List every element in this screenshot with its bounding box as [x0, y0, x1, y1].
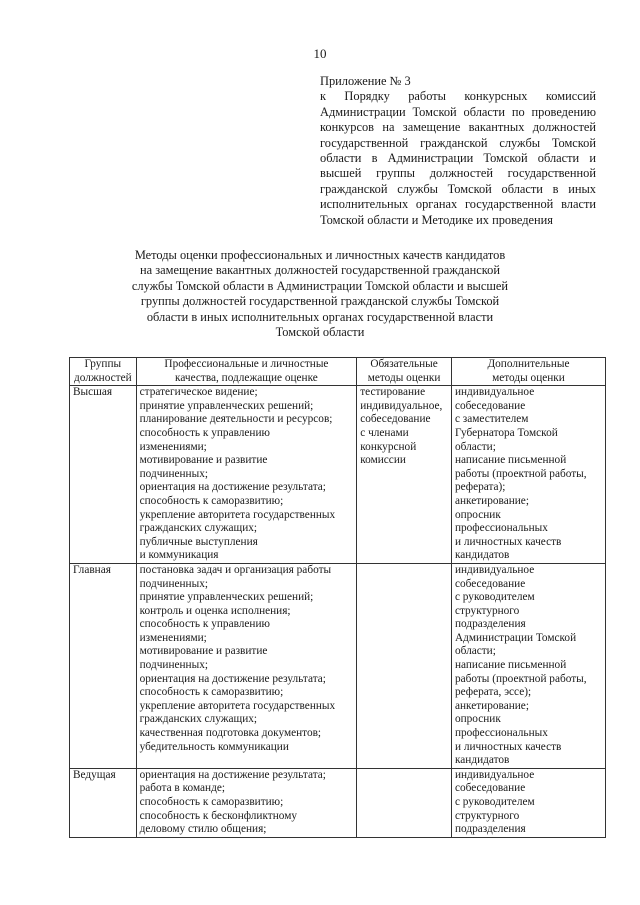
additional-method-line: с руководителем: [454, 796, 535, 808]
quality-line: способность к бесконфликтному: [139, 809, 298, 822]
document-title-line: группы должностей государственной гражданской службы Томской: [140, 294, 500, 309]
methods-table: [69, 357, 606, 838]
additional-method-line: Администрации Томской: [454, 631, 577, 644]
qualities-cell: [136, 768, 357, 837]
quality-line: стратегическое видение;: [139, 386, 258, 399]
additional-method-line: написание письменной: [454, 659, 567, 672]
quality-line: подчиненных;: [139, 467, 208, 480]
mandatory-methods-cell: [357, 768, 452, 837]
quality-line: подчиненных;: [139, 577, 208, 590]
quality-line: планирование деятельности и ресурсов;: [139, 413, 333, 426]
quality-line: способность к саморазвитию;: [139, 494, 284, 507]
mandatory-method-line: с членами: [360, 426, 409, 439]
additional-method-line: кандидатов: [454, 549, 510, 562]
mandatory-method-line: собеседование: [360, 413, 431, 426]
additional-method-line: структурного: [454, 809, 520, 822]
quality-line: ориентация на достижение результата;: [139, 768, 326, 781]
additional-method-line: реферата, эссе);: [454, 686, 532, 699]
table-row: [70, 563, 606, 768]
quality-line: ориентация на достижение результата;: [139, 672, 326, 685]
mandatory-method-line: индивидуальное,: [360, 399, 443, 412]
quality-line: контроль и оценка исполнения;: [139, 604, 291, 617]
additional-method-line: написание письменной: [454, 454, 567, 467]
additional-method-line: области;: [454, 440, 496, 453]
table-row: [70, 768, 606, 837]
appendix-header: [320, 74, 596, 228]
column-header: [451, 358, 605, 386]
column-header: [357, 358, 452, 386]
additional-method-line: собеседование: [454, 399, 526, 412]
column-header: [70, 358, 137, 386]
additional-method-line: индивидуальное: [454, 386, 535, 399]
additional-method-line: анкетирование;: [454, 699, 529, 712]
additional-method-line: области;: [454, 645, 496, 658]
additional-method-line: анкетирование;: [454, 494, 529, 507]
qualities-cell: [136, 386, 357, 564]
mandatory-method-line: конкурсной: [360, 440, 417, 453]
column-header-line: Профессиональные и личностные: [164, 358, 329, 370]
table-row: [70, 386, 606, 564]
column-header-line: Дополнительные: [487, 358, 570, 370]
document-title-line: на замещение вакантных должностей государственной гражданской: [140, 263, 500, 278]
quality-line: постановка задач и организация работы: [139, 563, 332, 576]
quality-line: принятие управленческих решений;: [139, 591, 314, 604]
additional-method-line: работы (проектной работы,: [454, 672, 587, 685]
additional-method-line: индивидуальное: [454, 768, 535, 781]
mandatory-method-line: комиссии: [360, 454, 406, 467]
additional-method-line: опросник: [454, 508, 501, 521]
quality-line: качественная подготовка документов;: [139, 727, 322, 740]
document-title-line: области в иных исполнительных органах государственной власти: [146, 309, 494, 324]
document-title-line: Томской области: [275, 325, 365, 340]
additional-method-line: опросник: [454, 713, 501, 726]
additional-method-line: с руководителем: [454, 591, 535, 604]
additional-method-line: структурного: [454, 604, 520, 617]
additional-method-line: собеседование: [454, 782, 526, 795]
mandatory-methods-cell: [357, 386, 452, 564]
quality-line: изменениями;: [139, 440, 207, 453]
page-number: 10: [313, 46, 327, 61]
quality-line: способность к управлению: [139, 618, 270, 631]
appendix-title: Приложение № 3: [320, 74, 411, 88]
additional-method-line: и личностных качеств: [454, 535, 562, 548]
quality-line: подчиненных;: [139, 659, 208, 672]
column-header-line: методы оценки: [492, 371, 565, 384]
additional-methods-cell: [451, 768, 605, 837]
mandatory-methods-cell: [357, 563, 452, 768]
additional-method-line: профессиональных: [454, 727, 548, 740]
additional-method-line: собеседование: [454, 577, 526, 590]
additional-methods-cell: [451, 386, 605, 564]
column-header-line: должностей: [73, 371, 132, 384]
additional-method-line: и личностных качеств: [454, 740, 562, 753]
quality-line: и коммуникация: [139, 549, 219, 562]
quality-line: способность к саморазвитию;: [139, 796, 284, 808]
quality-line: гражданских служащих;: [139, 713, 258, 726]
additional-method-line: работы (проектной работы,: [454, 467, 587, 480]
quality-line: публичные выступления: [139, 535, 258, 548]
group-cell: Высшая: [70, 386, 137, 564]
quality-line: изменениями;: [139, 631, 207, 644]
appendix-body: к Порядку работы конкурсных комиссий Администрации Томской области по проведению конкурсов на замещение вакантных должностей государственной гражданской службы Томской области в Администрации Томской области и высшей группы должностей государственной гражданской службы Томской области в иных исполнительных органах государственной власти Томской области и Методике их проведения: [320, 89, 596, 227]
table-header-row: [70, 358, 606, 386]
additional-method-line: реферата);: [454, 481, 506, 494]
quality-line: деловому стилю общения;: [139, 823, 267, 836]
additional-methods-cell: [451, 563, 605, 768]
quality-line: убедительность коммуникации: [139, 740, 289, 753]
additional-method-line: индивидуальное: [454, 563, 535, 576]
quality-line: укрепление авторитета государственных: [139, 699, 336, 712]
quality-line: способность к саморазвитию;: [139, 686, 284, 699]
document-title-line: службы Томской области в Администрации Томской области и высшей: [131, 278, 509, 293]
additional-method-line: подразделения: [454, 823, 526, 836]
quality-line: мотивирование и развитие: [139, 454, 268, 467]
group-cell: Главная: [70, 563, 137, 768]
mandatory-method-line: тестирование: [360, 386, 426, 399]
column-header-line: качества, подлежащие оценке: [175, 371, 318, 384]
quality-line: укрепление авторитета государственных: [139, 508, 336, 521]
additional-method-line: подразделения: [454, 618, 526, 631]
additional-method-line: профессиональных: [454, 522, 548, 535]
document-title-line: Методы оценки профессиональных и личностных качеств кандидатов: [134, 248, 506, 262]
column-header-line: Группы: [84, 358, 122, 370]
document-title: [100, 248, 540, 340]
quality-line: принятие управленческих решений;: [139, 399, 314, 412]
additional-method-line: Губернатора Томской: [454, 426, 558, 439]
quality-line: гражданских служащих;: [139, 522, 258, 535]
quality-line: мотивирование и развитие: [139, 645, 268, 658]
quality-line: ориентация на достижение результата;: [139, 481, 326, 494]
qualities-cell: [136, 563, 357, 768]
column-header-line: Обязательные: [370, 358, 438, 370]
quality-line: работа в команде;: [139, 782, 225, 795]
group-cell: Ведущая: [70, 768, 137, 837]
quality-line: способность к управлению: [139, 426, 270, 439]
additional-method-line: с заместителем: [454, 413, 529, 426]
column-header-line: методы оценки: [367, 371, 441, 384]
column-header: [136, 358, 357, 386]
additional-method-line: кандидатов: [454, 754, 510, 767]
